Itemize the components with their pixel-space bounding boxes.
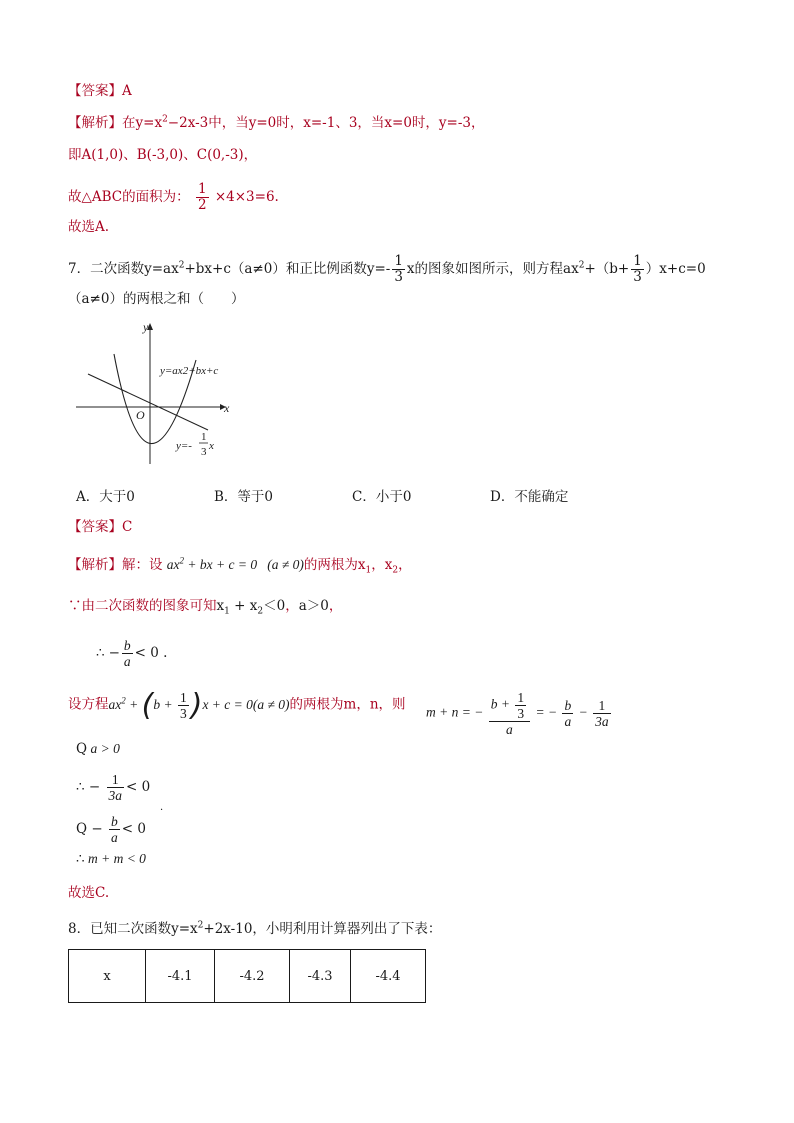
q6-conclusion: 故选A. — [68, 219, 110, 235]
q7-analysis-line3: ∴ − $\frac{b}{a}$ < 0 . — [96, 638, 168, 669]
table-cell: -4.3 — [290, 950, 351, 1003]
root-sum-expression: m + n = − b + $\frac{1}{3}$ a = − $\frac{b}{a}$ − $\frac{1}{3a}$ — [426, 690, 609, 737]
root-sum-inequality: $x_1 + x_2<0$ — [216, 598, 286, 617]
q6-analysis-line1: 【解析】在$y=x^2-2x-3$中，当y=0时，x=-1、3，当x=0时，y=-3， — [68, 114, 485, 131]
line-label-num: 1 — [201, 431, 207, 443]
origin-label: O — [136, 408, 145, 422]
option-d: D．不能确定 — [490, 489, 569, 505]
table-row — [69, 950, 426, 1003]
step-a-positive: Q a > 0 — [76, 741, 120, 757]
q7-answer: 【答案】C — [68, 519, 133, 535]
q7-analysis-line1: 【解析】解：设 $ax^2$ + bx + c = 0 (a ≠ 0)的两根为$x_1$，$x_2$， — [68, 555, 412, 576]
y-axis-label: y — [143, 320, 149, 334]
option-a: A．大于0 — [76, 489, 135, 505]
line-label-den: 3 — [201, 446, 207, 458]
q7-analysis-line2: ∵由二次函数的图象可知$x_1 + x_2<0$，a＞0， — [68, 598, 343, 617]
q8-stem: 8．已知二次函数$y=x^2+2x-10$，小明利用计算器列出了下表： — [68, 920, 442, 937]
step-one-third-a: ∴ − $\frac{1}{3a}$ < 0 — [76, 772, 151, 803]
line-label-suffix: x — [209, 440, 214, 452]
line-label-prefix: y=- — [176, 440, 192, 452]
step-b-over-a: Q − $\frac{b}{a}$ < 0 — [76, 814, 146, 845]
q7-function-graph — [70, 318, 250, 468]
a-positive: a＞0 — [298, 598, 329, 614]
q6-analysis-line2: 即A(1,0)、B(-3,0)、C(0,-3)， — [68, 147, 258, 163]
table-cell: -4.1 — [146, 950, 215, 1003]
table-cell: -4.4 — [351, 950, 426, 1003]
proportional-line — [88, 374, 208, 430]
parabola-label: y=ax2+bx+c — [160, 365, 219, 377]
table-cell: -4.2 — [215, 950, 290, 1003]
step-final: ∴ m + m < 0 — [76, 851, 146, 867]
q6-answer: 【答案】A — [68, 83, 132, 99]
q7-stem-line2: （a≠0）的两根之和（ ） — [68, 291, 245, 307]
q7-analysis-line4: 设方程$ax^2 + (b$ + $\frac{1}{3}$ )x + c = 0(a ≠ 0)的两根为m，n，则 — [68, 687, 406, 723]
q8-value-table — [68, 949, 426, 1003]
q6-analysis-line3: 故△ABC的面积为： $\frac{1}{2}$ ×4×3=6. — [68, 181, 279, 213]
fraction-one-third: $\frac{1}{3}$ — [633, 253, 642, 285]
q7-conclusion: 故选C. — [68, 885, 110, 901]
table-cell: x — [69, 950, 146, 1003]
stray-dot: · — [160, 805, 164, 816]
option-c: C．小于0 — [352, 489, 412, 505]
equation-modified: $ax^2 + (b$ + $\frac{1}{3}$ )x + c = 0(a ≠ 0) — [108, 687, 290, 723]
fraction-one-third: $\frac{1}{3}$ — [394, 253, 403, 285]
q7-stem-line1: 7．二次函数$y=ax^2+bx+c(a\ne 0)$和正比例函数y=- $\frac{1}{3}$ x的图象如图所示，则方程$ax^2+(b+$ $\frac{1}{3}$ ）x+c=0 — [68, 253, 706, 285]
equation-quadratic: $ax^2$ + bx + c = 0 (a ≠ 0) — [166, 555, 304, 572]
option-b: B．等于0 — [214, 489, 274, 505]
fraction-one-half: $\frac{1}{2}$ — [197, 181, 207, 213]
x-axis-label: x — [224, 401, 230, 415]
